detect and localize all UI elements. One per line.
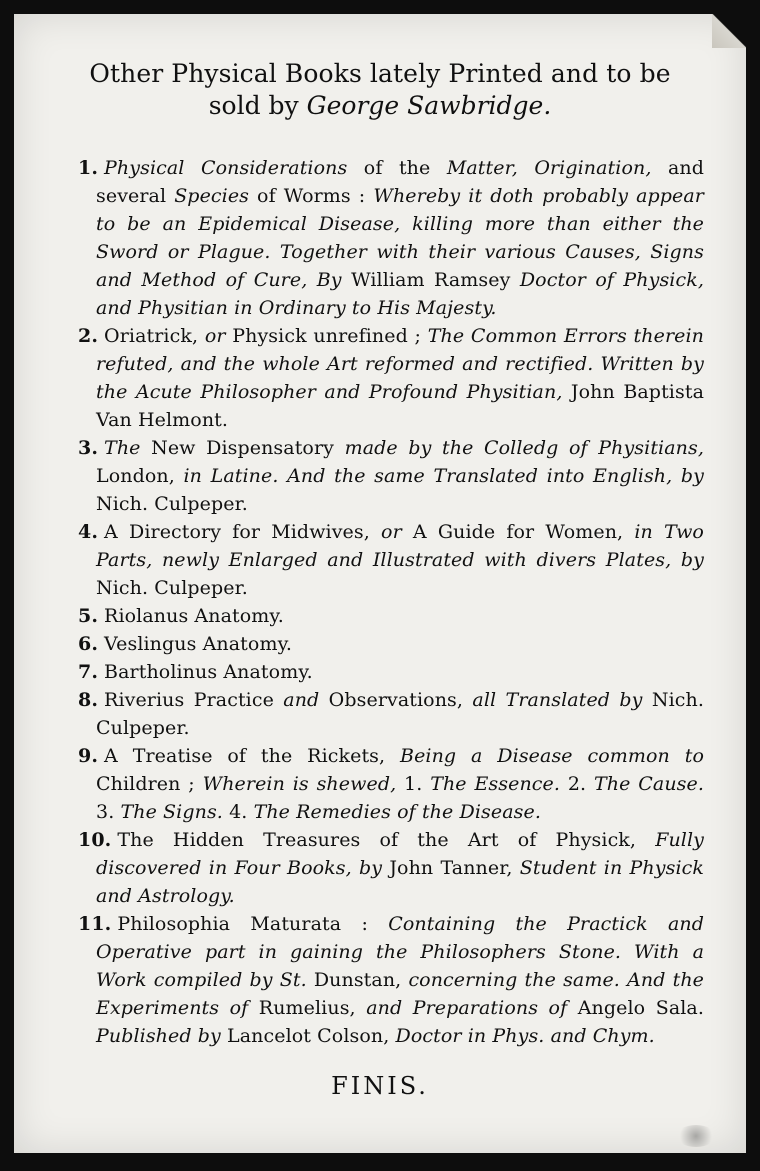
entry-text: William Ramsey	[341, 269, 520, 291]
book-entry	[78, 154, 704, 322]
entry-text-italic: The	[104, 437, 141, 459]
entry-text-italic: Containing the Practick and Operative part in gaining the Philosophers Stone. With a Work compiled by St.	[96, 913, 704, 991]
printed-page	[14, 14, 746, 1153]
finis-text: FINIS.	[331, 1072, 429, 1100]
entry-text: Riolanus Anatomy.	[104, 605, 284, 627]
entry-text: of the	[347, 157, 447, 179]
entry-text: of Worms :	[249, 185, 374, 207]
book-entry	[78, 602, 704, 630]
entry-text-italic: all Translated by	[472, 689, 643, 711]
entry-text-italic: Doctor of Physick, and Physitian in Ordinary to His Majesty.	[96, 269, 704, 319]
ink-blot	[676, 1125, 716, 1147]
entry-number: 8.	[78, 689, 99, 711]
book-list	[78, 154, 704, 1050]
entry-text-italic: Matter, Origination,	[446, 157, 652, 179]
entry-text-italic: Doctor in Phys. and Chym.	[395, 1025, 655, 1047]
entry-number: 10.	[78, 829, 112, 851]
entry-number: 5.	[78, 605, 99, 627]
book-entry	[78, 630, 704, 658]
entry-text: A Guide for Women,	[401, 521, 635, 543]
entry-text: and several	[96, 157, 704, 207]
entry-text: New Dispensatory	[140, 437, 345, 459]
entry-text: A Directory for Midwives,	[104, 521, 382, 543]
entry-text-italic: or	[204, 325, 226, 347]
entry-text: Angelo Sala.	[567, 997, 704, 1019]
entry-text: Rumelius,	[248, 997, 367, 1019]
entry-text-italic: or	[381, 521, 402, 543]
entry-text-italic: made by the Colledg of Physitians,	[344, 437, 704, 459]
entry-text: John Tanner,	[382, 857, 520, 879]
entry-text-italic: Being a Disease common to	[400, 745, 704, 767]
entry-text: Nich. Culpeper.	[96, 689, 704, 739]
entry-text-italic: Whereby it doth probably appear to be an Epidemical Disease, killing more than either the Sword or Plague. Together with their various Causes, Signs and Method of Cure, By	[96, 185, 704, 291]
entry-text: John Baptista Van Helmont.	[96, 381, 704, 431]
entry-number: 1.	[78, 157, 99, 179]
heading-sold-by: sold by	[208, 91, 299, 120]
entry-text: The Hidden Treasures of the Art of Physick,	[117, 829, 656, 851]
entry-text: London,	[96, 465, 184, 487]
entry-text: A Treatise of the Rickets,	[104, 745, 401, 767]
entry-number: 11.	[78, 913, 112, 935]
entry-text-italic: and	[283, 689, 320, 711]
entry-text: 4.	[222, 801, 254, 823]
book-entry	[78, 658, 704, 686]
book-entry	[78, 686, 704, 742]
entry-number: 2.	[78, 325, 99, 347]
book-entry	[78, 742, 704, 826]
folded-corner	[712, 14, 746, 48]
entry-text-italic: Species	[174, 185, 250, 207]
book-entry	[78, 434, 704, 518]
entry-text: 2.	[560, 773, 594, 795]
entry-number: 4.	[78, 521, 99, 543]
entry-number: 6.	[78, 633, 99, 655]
entry-text-italic: The Signs.	[120, 801, 223, 823]
entry-text-italic: The Common Errors therein refuted, and the whole Art reformed and rectified. Written by the Acute Philosopher and Profound Physitian,	[96, 325, 704, 403]
entry-text: Nich. Culpeper.	[96, 493, 248, 515]
entry-text: Oriatrick,	[104, 325, 205, 347]
entry-text: Bartholinus Anatomy.	[104, 661, 313, 683]
entry-text: Dunstan,	[306, 969, 409, 991]
entry-text-italic: The Essence.	[430, 773, 561, 795]
entry-text-italic: and Preparations of	[366, 997, 568, 1019]
heading-line-1: Other Physical Books lately Printed and to be	[89, 59, 671, 88]
heading-seller: George Sawbridge.	[306, 91, 552, 120]
entry-text: Physick unrefined ;	[225, 325, 428, 347]
entry-text: 3.	[96, 801, 121, 823]
book-entry	[78, 826, 704, 910]
entry-text: Lancelot Colson,	[220, 1025, 396, 1047]
entry-text: Children ;	[96, 773, 203, 795]
entry-text-italic: Student in Physick and Astrology.	[96, 857, 704, 907]
entry-text: Nich. Culpeper.	[96, 577, 248, 599]
entry-text-italic: Fully discovered in Four Books, by	[96, 829, 704, 879]
entry-text: Philosophia Maturata :	[117, 913, 389, 935]
entry-text-italic: The Cause.	[593, 773, 704, 795]
book-entry	[78, 518, 704, 602]
page-heading	[14, 58, 746, 122]
entry-text-italic: Wherein is shewed,	[202, 773, 397, 795]
entry-text-italic: concerning the same. And the Experiments of	[96, 969, 704, 1019]
entry-text: 1.	[396, 773, 431, 795]
book-entry	[78, 910, 704, 1050]
entry-text: Riverius Practice	[104, 689, 284, 711]
entry-text-italic: Published by	[96, 1025, 221, 1047]
entry-number: 9.	[78, 745, 99, 767]
heading-line-2	[14, 90, 746, 122]
entry-text-italic: The Remedies of the Disease.	[253, 801, 541, 823]
entry-text-italic: in Two Parts, newly Enlarged and Illustrated with divers Plates, by	[96, 521, 704, 571]
entry-text-italic: in Latine. And the same Translated into English, by	[183, 465, 704, 487]
entry-number: 3.	[78, 437, 99, 459]
entry-text: Veslingus Anatomy.	[104, 633, 293, 655]
entry-number: 7.	[78, 661, 99, 683]
entry-text: Observations,	[319, 689, 473, 711]
entry-text-italic: Physical Considerations	[104, 157, 348, 179]
book-entry	[78, 322, 704, 434]
